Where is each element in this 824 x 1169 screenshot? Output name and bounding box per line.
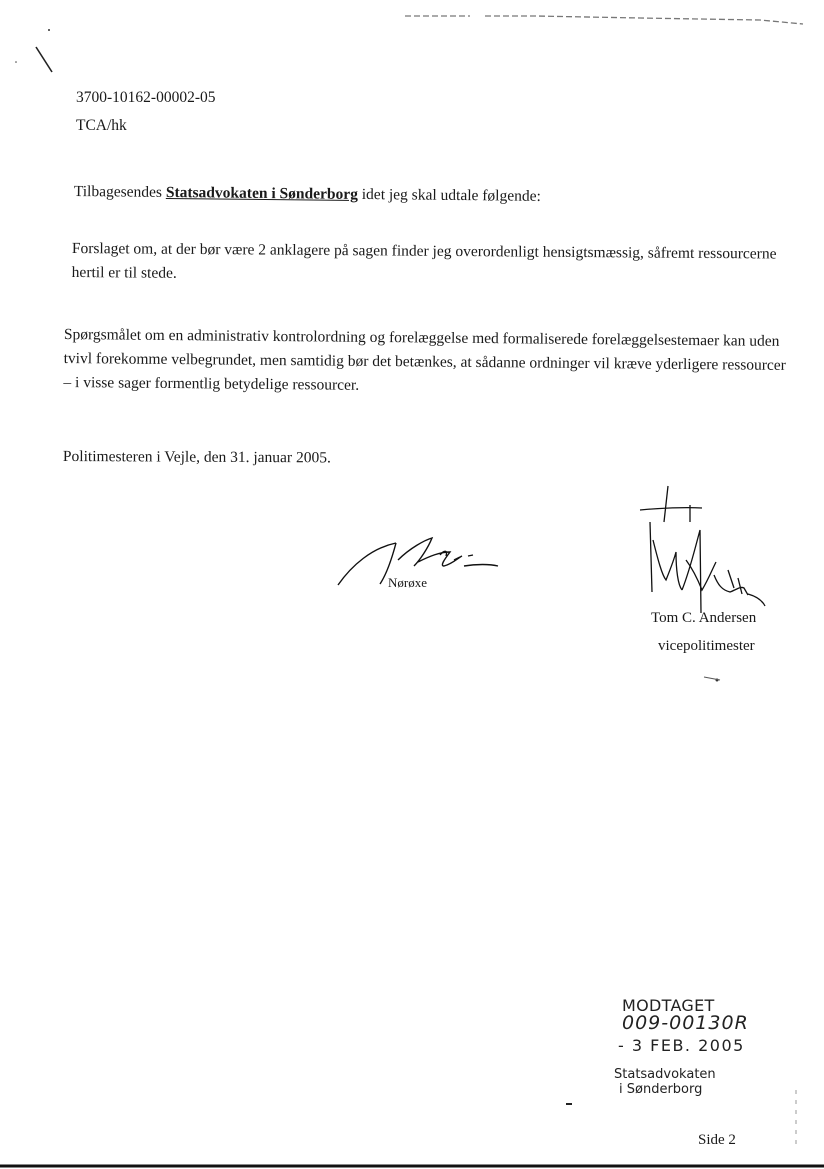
received-stamp-org-city: i Sønderborg: [619, 1082, 703, 1097]
signature-title-right: vicepolitimester: [658, 638, 755, 654]
page-number: Side 2: [698, 1132, 736, 1148]
stray-mark: [36, 47, 52, 72]
received-stamp-number: 009-00130R: [622, 1012, 749, 1034]
received-stamp-org: Statsadvokaten: [614, 1067, 716, 1082]
paragraph-proposal: Forslaget om, at der bør være 2 anklagere på sagen finder jeg overordenligt hensigtsmæssig, såfremt ressourcerne hertil er til stede.: [71, 239, 777, 282]
recipient-name: Statsadvokaten i Sønderborg: [165, 183, 359, 203]
reference-number: 3700-10162-00002-05: [76, 89, 216, 106]
paragraph-control-scheme: Spørgsmålet om en administrativ kontrolordning og forelæggelse med formaliserede forelæggelsestemaer kan uden tvivl forekomme velbegrundet, men samtidig bør det betænkes, at sådanne ordninger vil kræve yderligere ressourcer – i visse sager formentlig betydelige ressourcer.: [63, 325, 786, 394]
received-stamp-date: - 3 FEB. 2005: [618, 1036, 745, 1055]
signature-tca: [640, 486, 765, 613]
scan-edge-line: [405, 16, 803, 24]
paragraph-text: Tilbagesendes: [73, 182, 166, 201]
case-initials: TCA/hk: [76, 117, 127, 134]
place-and-date: Politimesteren i Vejle, den 31. januar 2005.: [62, 448, 331, 467]
signature-name-right: Tom C. Andersen: [651, 610, 757, 626]
paragraph-text: idet jeg skal udtale følgende:: [357, 185, 541, 205]
received-stamp-label: MODTAGET: [622, 996, 715, 1015]
signature-name-left: Nørøxe: [388, 575, 427, 590]
